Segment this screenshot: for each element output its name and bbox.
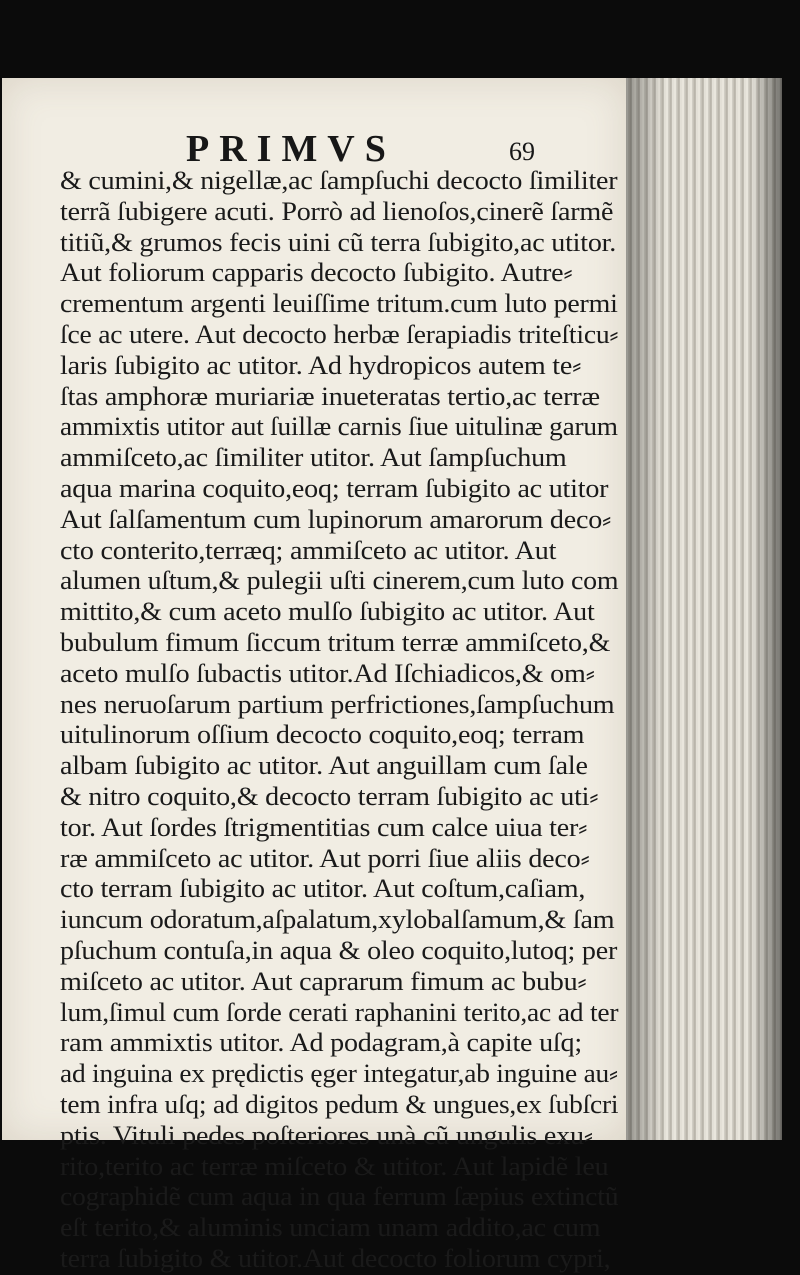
text-line: albam ſubigito ac utitor. Aut anguillam cum ſale bbox=[60, 751, 588, 781]
text-line: rito,terito ac terræ miſceto & utitor. Aut lapidẽ leu bbox=[60, 1151, 609, 1181]
text-line: tor. Aut ſordes ſtrigmentitias cum calce uiua ter⸗ bbox=[60, 812, 588, 842]
text-line: miſceto ac utitor. Aut caprarum fimum ac bubu⸗ bbox=[60, 966, 587, 996]
running-head: PRIMVS bbox=[186, 128, 396, 170]
text-line: ræ ammiſceto ac utitor. Aut porri ſiue aliis deco⸗ bbox=[60, 843, 590, 873]
text-line: alumen uſtum,& pulegii uſti cinerem,cum luto com bbox=[60, 566, 619, 596]
text-line: terra ſubigito & utitor.Aut decocto foliorum cypri, bbox=[60, 1243, 611, 1273]
text-line: ammixtis utitor aut ſuillæ carnis ſiue uitulinæ garum bbox=[60, 412, 618, 442]
text-line: ſce ac utere. Aut decocto herbæ ſerapiadis triteſticu⸗ bbox=[60, 319, 619, 349]
text-line: cographidẽ cum aqua in qua ferrum ſæpius extinctũ bbox=[60, 1182, 619, 1212]
text-line: crementum argenti leuiſſime tritum.cum luto permi bbox=[60, 289, 618, 319]
text-line: cto terram ſubigito ac utitor. Aut coſtum,caſiam, bbox=[60, 874, 586, 904]
text-line: laris ſubigito ac utitor. Ad hydropicos autem te⸗ bbox=[60, 350, 582, 380]
text-line: aceto mulſo ſubactis utitor.Ad Iſchiadicos,& om⸗ bbox=[60, 658, 595, 688]
text-line: titiũ,& grumos fecis uini cũ terra ſubigito,ac utitor. bbox=[60, 227, 617, 257]
text-line: ram ammixtis utitor. Ad podagram,à capite uſq; bbox=[60, 1028, 582, 1058]
text-line: ammiſceto,ac ſimiliter utitor. Aut ſampſuchum bbox=[60, 443, 567, 473]
text-line: ſtas amphoræ muriariæ inueteratas tertio,ac terræ bbox=[60, 381, 600, 411]
text-line: Aut foliorum capparis decocto ſubigito. Autre⸗ bbox=[60, 258, 573, 288]
text-block bbox=[60, 166, 620, 1275]
text-line: mittito,& cum aceto mulſo ſubigito ac utitor. Aut bbox=[60, 597, 595, 627]
text-line: iuncum odoratum,aſpalatum,xylobalſamum,& ſam bbox=[60, 905, 615, 935]
text-line: lum,ſimul cum ſorde cerati raphanini terito,ac ad ter bbox=[60, 997, 619, 1027]
text-line: tem infra uſq; ad digitos pedum & ungues,ex ſubſcri bbox=[60, 1089, 619, 1119]
page-number: 69 bbox=[509, 137, 535, 166]
text-line: & cumini,& nigellæ,ac ſampſuchi decocto ſimiliter bbox=[60, 166, 618, 195]
text-line: aqua marina coquito,eoq; terram ſubigito ac utitor bbox=[60, 473, 609, 503]
text-line: eſt terito,& aluminis unciam unam addito,ac cum bbox=[60, 1213, 601, 1243]
text-line: ad inguina ex prędictis ęger integatur,ab inguine au⸗ bbox=[60, 1059, 618, 1089]
text-line: uitulinorum oſſium decocto coquito,eoq; terram bbox=[60, 720, 585, 750]
text-line: & nitro coquito,& decocto terram ſubigito ac uti⸗ bbox=[60, 781, 599, 811]
text-line: Aut ſalſamentum cum lupinorum amarorum deco⸗ bbox=[60, 504, 612, 534]
text-line: pſuchum contuſa,in aqua & oleo coquito,lutoq; per bbox=[60, 935, 618, 965]
text-line: cto conterito,terræq; ammiſceto ac utitor. Aut bbox=[60, 535, 557, 565]
text-line: bubulum fimum ſiccum tritum terræ ammiſceto,& bbox=[60, 627, 611, 657]
text-line: terrã ſubigere acuti. Porrò ad lienoſos,cinerẽ ſarmẽ bbox=[60, 196, 614, 226]
text-line: nes neruoſarum partium perfrictiones,ſampſuchum bbox=[60, 689, 615, 719]
text-line: ptis. Vituli pedes poſteriores unà cũ ungulis exu⸗ bbox=[60, 1120, 593, 1150]
